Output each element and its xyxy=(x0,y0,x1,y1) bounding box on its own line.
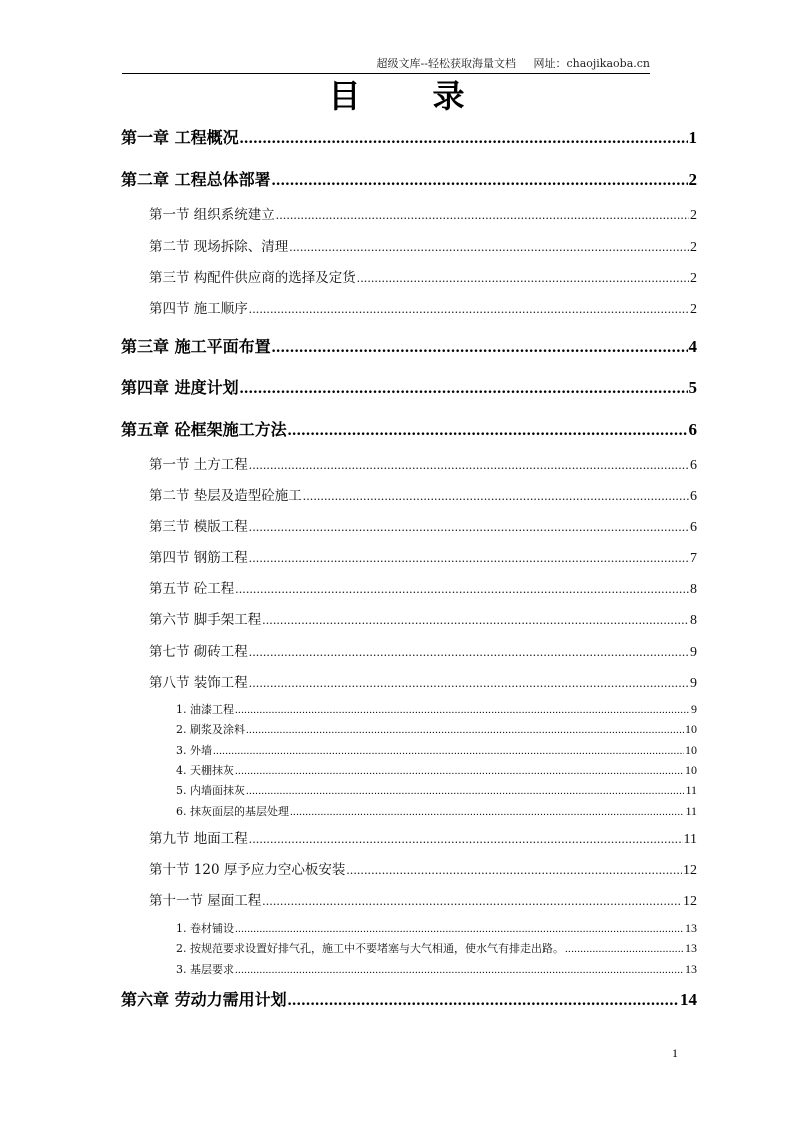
toc-page: 10 xyxy=(685,763,697,777)
dot-leader xyxy=(235,962,684,977)
toc-page: 2 xyxy=(688,170,697,189)
toc-entry-section[interactable] xyxy=(149,610,697,630)
dot-leader xyxy=(288,990,679,1011)
toc-label: 第十节 120 厚予应力空心板安装 xyxy=(149,862,346,878)
toc-entry-subsection[interactable] xyxy=(176,721,697,737)
dot-leader xyxy=(289,237,689,257)
toc-label: 2. 按规范要求设置好排气孔，施工中不要堵塞与大气相通，使水气有排走出路。 xyxy=(176,942,564,955)
dot-leader xyxy=(235,702,690,717)
dot-leader xyxy=(235,921,684,936)
toc-page: 13 xyxy=(685,941,697,955)
dot-leader xyxy=(235,579,689,599)
toc-page: 6 xyxy=(688,420,697,439)
toc-label: 4. 天棚抹灰 xyxy=(176,764,234,777)
toc-page: 13 xyxy=(685,962,697,976)
toc-page: 10 xyxy=(685,722,697,736)
toc-entry-section[interactable] xyxy=(149,829,697,849)
toc-label: 第七节 砌砖工程 xyxy=(149,644,248,660)
dot-leader xyxy=(262,610,689,630)
toc-entry-chapter[interactable] xyxy=(121,377,697,399)
toc-label: 第十一节 屋面工程 xyxy=(149,893,262,909)
toc-page: 8 xyxy=(690,582,697,597)
toc-label: 第四节 施工顺序 xyxy=(149,301,248,317)
toc-entry-subsection[interactable] xyxy=(176,961,697,977)
dot-leader xyxy=(262,891,682,911)
toc-page: 2 xyxy=(690,271,697,286)
toc-page: 2 xyxy=(690,208,697,223)
toc-entry-section[interactable] xyxy=(149,579,697,599)
dot-leader xyxy=(213,743,684,758)
page-header xyxy=(360,55,650,71)
header-url: chaojikaoba.cn xyxy=(566,57,650,70)
toc-label: 第三章 施工平面布置 xyxy=(121,337,271,356)
toc-label: 6. 抹灰面层的基层处理 xyxy=(176,805,289,818)
dot-leader xyxy=(346,860,682,880)
page-number: 1 xyxy=(672,1046,678,1060)
toc-entry-subsection[interactable] xyxy=(176,762,697,778)
toc-page: 13 xyxy=(685,921,697,935)
toc-entry-subsection[interactable] xyxy=(176,782,697,798)
dot-leader xyxy=(249,455,689,475)
toc-entry-chapter[interactable] xyxy=(121,419,697,441)
toc-page: 11 xyxy=(685,783,697,797)
toc-entry-chapter[interactable] xyxy=(121,127,697,149)
toc-entry-section[interactable] xyxy=(149,299,697,319)
toc-entry-section[interactable] xyxy=(149,673,697,693)
toc-entry-subsection[interactable] xyxy=(176,742,697,758)
toc-page: 14 xyxy=(680,990,697,1009)
toc-entry-chapter[interactable] xyxy=(121,336,697,358)
dot-leader xyxy=(565,941,684,956)
toc-entry-section[interactable] xyxy=(149,455,697,475)
toc-entry-section[interactable] xyxy=(149,642,697,662)
header-site-text: 超级文库--轻松获取海量文档 xyxy=(376,57,516,70)
toc-label: 3. 基层要求 xyxy=(176,963,234,976)
toc-page: 5 xyxy=(688,378,697,397)
dot-leader xyxy=(249,829,683,849)
toc-label: 第一节 土方工程 xyxy=(149,457,248,473)
toc-page: 2 xyxy=(690,240,697,255)
toc-entry-chapter[interactable] xyxy=(121,169,697,191)
dot-leader xyxy=(235,763,684,778)
dot-leader xyxy=(303,486,689,506)
toc-page: 11 xyxy=(685,804,697,818)
toc-label: 第五章 砼框架施工方法 xyxy=(121,420,287,439)
toc-label: 第九节 地面工程 xyxy=(149,831,248,847)
dot-leader xyxy=(249,673,689,693)
toc-entry-section[interactable] xyxy=(149,860,697,880)
toc-page: 6 xyxy=(690,489,697,504)
toc-label: 第二章 工程总体部署 xyxy=(121,170,271,189)
toc-entry-subsection[interactable] xyxy=(176,920,697,936)
toc-entry-section[interactable] xyxy=(149,486,697,506)
title-char-1: 目 xyxy=(328,77,361,115)
dot-leader xyxy=(288,420,688,441)
dot-leader xyxy=(249,299,689,319)
toc-label: 第一章 工程概况 xyxy=(121,128,239,147)
dot-leader xyxy=(272,337,688,358)
toc-entry-section[interactable] xyxy=(149,517,697,537)
header-divider xyxy=(122,73,650,74)
toc-label: 2. 刷浆及涂料 xyxy=(176,723,245,736)
toc-page: 6 xyxy=(690,520,697,535)
toc-label: 第八节 装饰工程 xyxy=(149,675,248,691)
toc-label: 1. 卷材铺设 xyxy=(176,922,234,935)
title-char-2: 录 xyxy=(432,77,465,115)
toc-label: 第二节 现场拆除、清理 xyxy=(149,239,289,255)
toc-label: 第六节 脚手架工程 xyxy=(149,612,262,628)
toc-page: 9 xyxy=(690,645,697,660)
toc-label: 第二节 垫层及造型砼施工 xyxy=(149,488,302,504)
toc-label: 5. 内墙面抹灰 xyxy=(176,784,245,797)
toc-page: 9 xyxy=(690,676,697,691)
dot-leader xyxy=(240,378,688,399)
dot-leader xyxy=(240,128,688,149)
dot-leader xyxy=(290,804,684,819)
toc-entry-section[interactable] xyxy=(149,268,697,288)
toc-entry-section[interactable] xyxy=(149,891,697,911)
toc-page: 9 xyxy=(691,702,697,716)
toc-entry-section[interactable] xyxy=(149,205,697,225)
toc-label: 第五节 砼工程 xyxy=(149,581,235,597)
toc-page: 12 xyxy=(683,863,697,878)
toc-page: 10 xyxy=(685,743,697,757)
toc-label: 1. 油漆工程 xyxy=(176,703,234,716)
toc-entry-chapter[interactable] xyxy=(121,989,697,1011)
toc-label: 第三节 构配件供应商的选择及定货 xyxy=(149,270,356,286)
toc-page: 6 xyxy=(690,458,697,473)
toc-label: 第四节 钢筋工程 xyxy=(149,550,248,566)
page-title xyxy=(0,76,793,116)
toc-page: 1 xyxy=(688,128,697,147)
toc-label: 第六章 劳动力需用计划 xyxy=(121,990,287,1009)
dot-leader xyxy=(246,722,684,737)
toc-entry-subsection[interactable] xyxy=(176,701,697,717)
toc-entry-subsection[interactable] xyxy=(176,940,697,956)
dot-leader xyxy=(276,205,689,225)
dot-leader xyxy=(357,268,689,288)
toc-page: 8 xyxy=(690,613,697,628)
toc-entry-section[interactable] xyxy=(149,237,697,257)
toc-page: 11 xyxy=(683,832,697,847)
dot-leader xyxy=(272,170,688,191)
toc-label: 第一节 组织系统建立 xyxy=(149,207,275,223)
toc-label: 第四章 进度计划 xyxy=(121,378,239,397)
toc-label: 第三节 模版工程 xyxy=(149,519,248,535)
header-url-label: 网址： xyxy=(533,57,567,70)
toc-entry-subsection[interactable] xyxy=(176,803,697,819)
dot-leader xyxy=(249,642,689,662)
toc-page: 4 xyxy=(688,337,697,356)
toc-page: 2 xyxy=(690,302,697,317)
dot-leader xyxy=(249,517,689,537)
toc-page: 12 xyxy=(683,894,697,909)
toc-label: 3. 外墙 xyxy=(176,744,212,757)
dot-leader xyxy=(246,783,684,798)
toc-entry-section[interactable] xyxy=(149,548,697,568)
toc-page: 7 xyxy=(690,551,697,566)
dot-leader xyxy=(249,548,689,568)
